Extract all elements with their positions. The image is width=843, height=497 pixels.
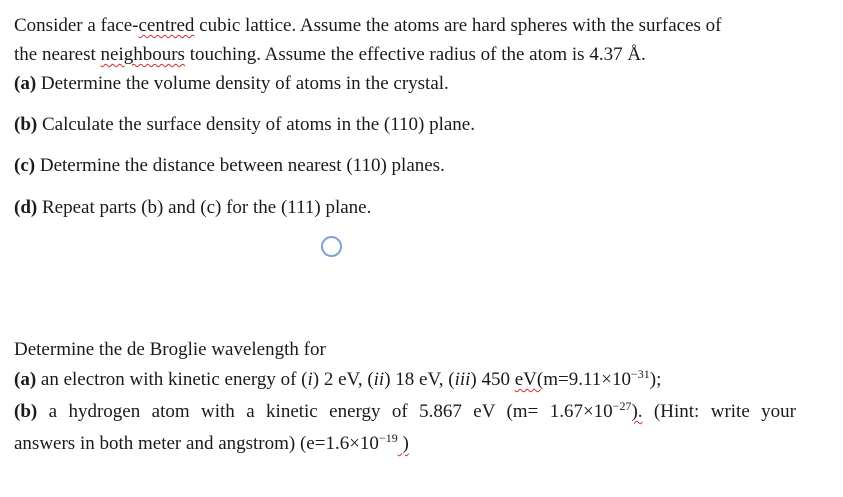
problem1-intro-line2 xyxy=(14,44,646,66)
problem2-part-a xyxy=(14,369,661,391)
spellcheck-word: ). xyxy=(631,401,643,422)
part-text: Determine the distance between nearest (110) planes. xyxy=(35,155,445,176)
problem2-part-b xyxy=(14,401,796,423)
roman-numeral: iii xyxy=(454,369,471,390)
problem1-part-a xyxy=(14,73,449,95)
exponent: −27 xyxy=(612,399,632,413)
text-segment: answers in both meter and angstrom) (e=1.6×10 xyxy=(14,433,379,454)
exponent: −19 xyxy=(378,431,398,445)
spellcheck-word: ) xyxy=(397,433,409,454)
spellcheck-word: neighbours xyxy=(100,44,185,65)
part-label: (a) xyxy=(14,369,37,390)
part-label: (b) xyxy=(14,401,38,422)
radio-button[interactable] xyxy=(321,236,342,257)
text-segment: ) 2 eV, ( xyxy=(312,369,374,390)
problem1-part-b xyxy=(14,114,475,136)
text-segment: the nearest xyxy=(14,44,101,65)
text-segment: cubic lattice. Assume the atoms are hard spheres with the surfaces of xyxy=(194,15,722,36)
part-label: (c) xyxy=(14,155,36,176)
problem1-part-d xyxy=(14,197,371,219)
part-text: Calculate the surface density of atoms in the (110) plane. xyxy=(37,114,475,135)
text-segment: Consider a face- xyxy=(14,15,139,36)
part-text: Determine the volume density of atoms in the crystal. xyxy=(36,73,449,94)
problem1-part-c xyxy=(14,155,445,177)
text-segment: m=9.11×10 xyxy=(543,369,631,390)
problem2-line-last xyxy=(14,433,409,455)
text-segment: touching. Assume the effective radius of the atom is 4.37 Å. xyxy=(184,44,646,65)
roman-numeral: i xyxy=(307,369,313,390)
part-label: (d) xyxy=(14,197,38,218)
text-segment: ) 450 xyxy=(470,369,515,390)
text-segment: an electron with kinetic energy of ( xyxy=(36,369,308,390)
text-segment: a hydrogen atom with a kinetic energy of 5.867 eV (m= 1.67×10 xyxy=(37,401,613,422)
text-segment: (Hint: write your xyxy=(642,401,796,422)
problem1-intro-line1 xyxy=(14,15,721,37)
exponent: −31 xyxy=(631,367,650,381)
spellcheck-word: eV( xyxy=(514,369,544,390)
spellcheck-word: centred xyxy=(138,15,195,36)
text-segment: ) 18 eV, ( xyxy=(384,369,455,390)
part-text: Repeat parts (b) and (c) for the (111) plane. xyxy=(37,197,372,218)
problem2-intro: Determine the de Broglie wavelength for xyxy=(14,339,326,360)
roman-numeral: ii xyxy=(373,369,385,390)
part-label: (b) xyxy=(14,114,38,135)
part-label: (a) xyxy=(14,73,37,94)
text-segment: ); xyxy=(649,369,662,390)
